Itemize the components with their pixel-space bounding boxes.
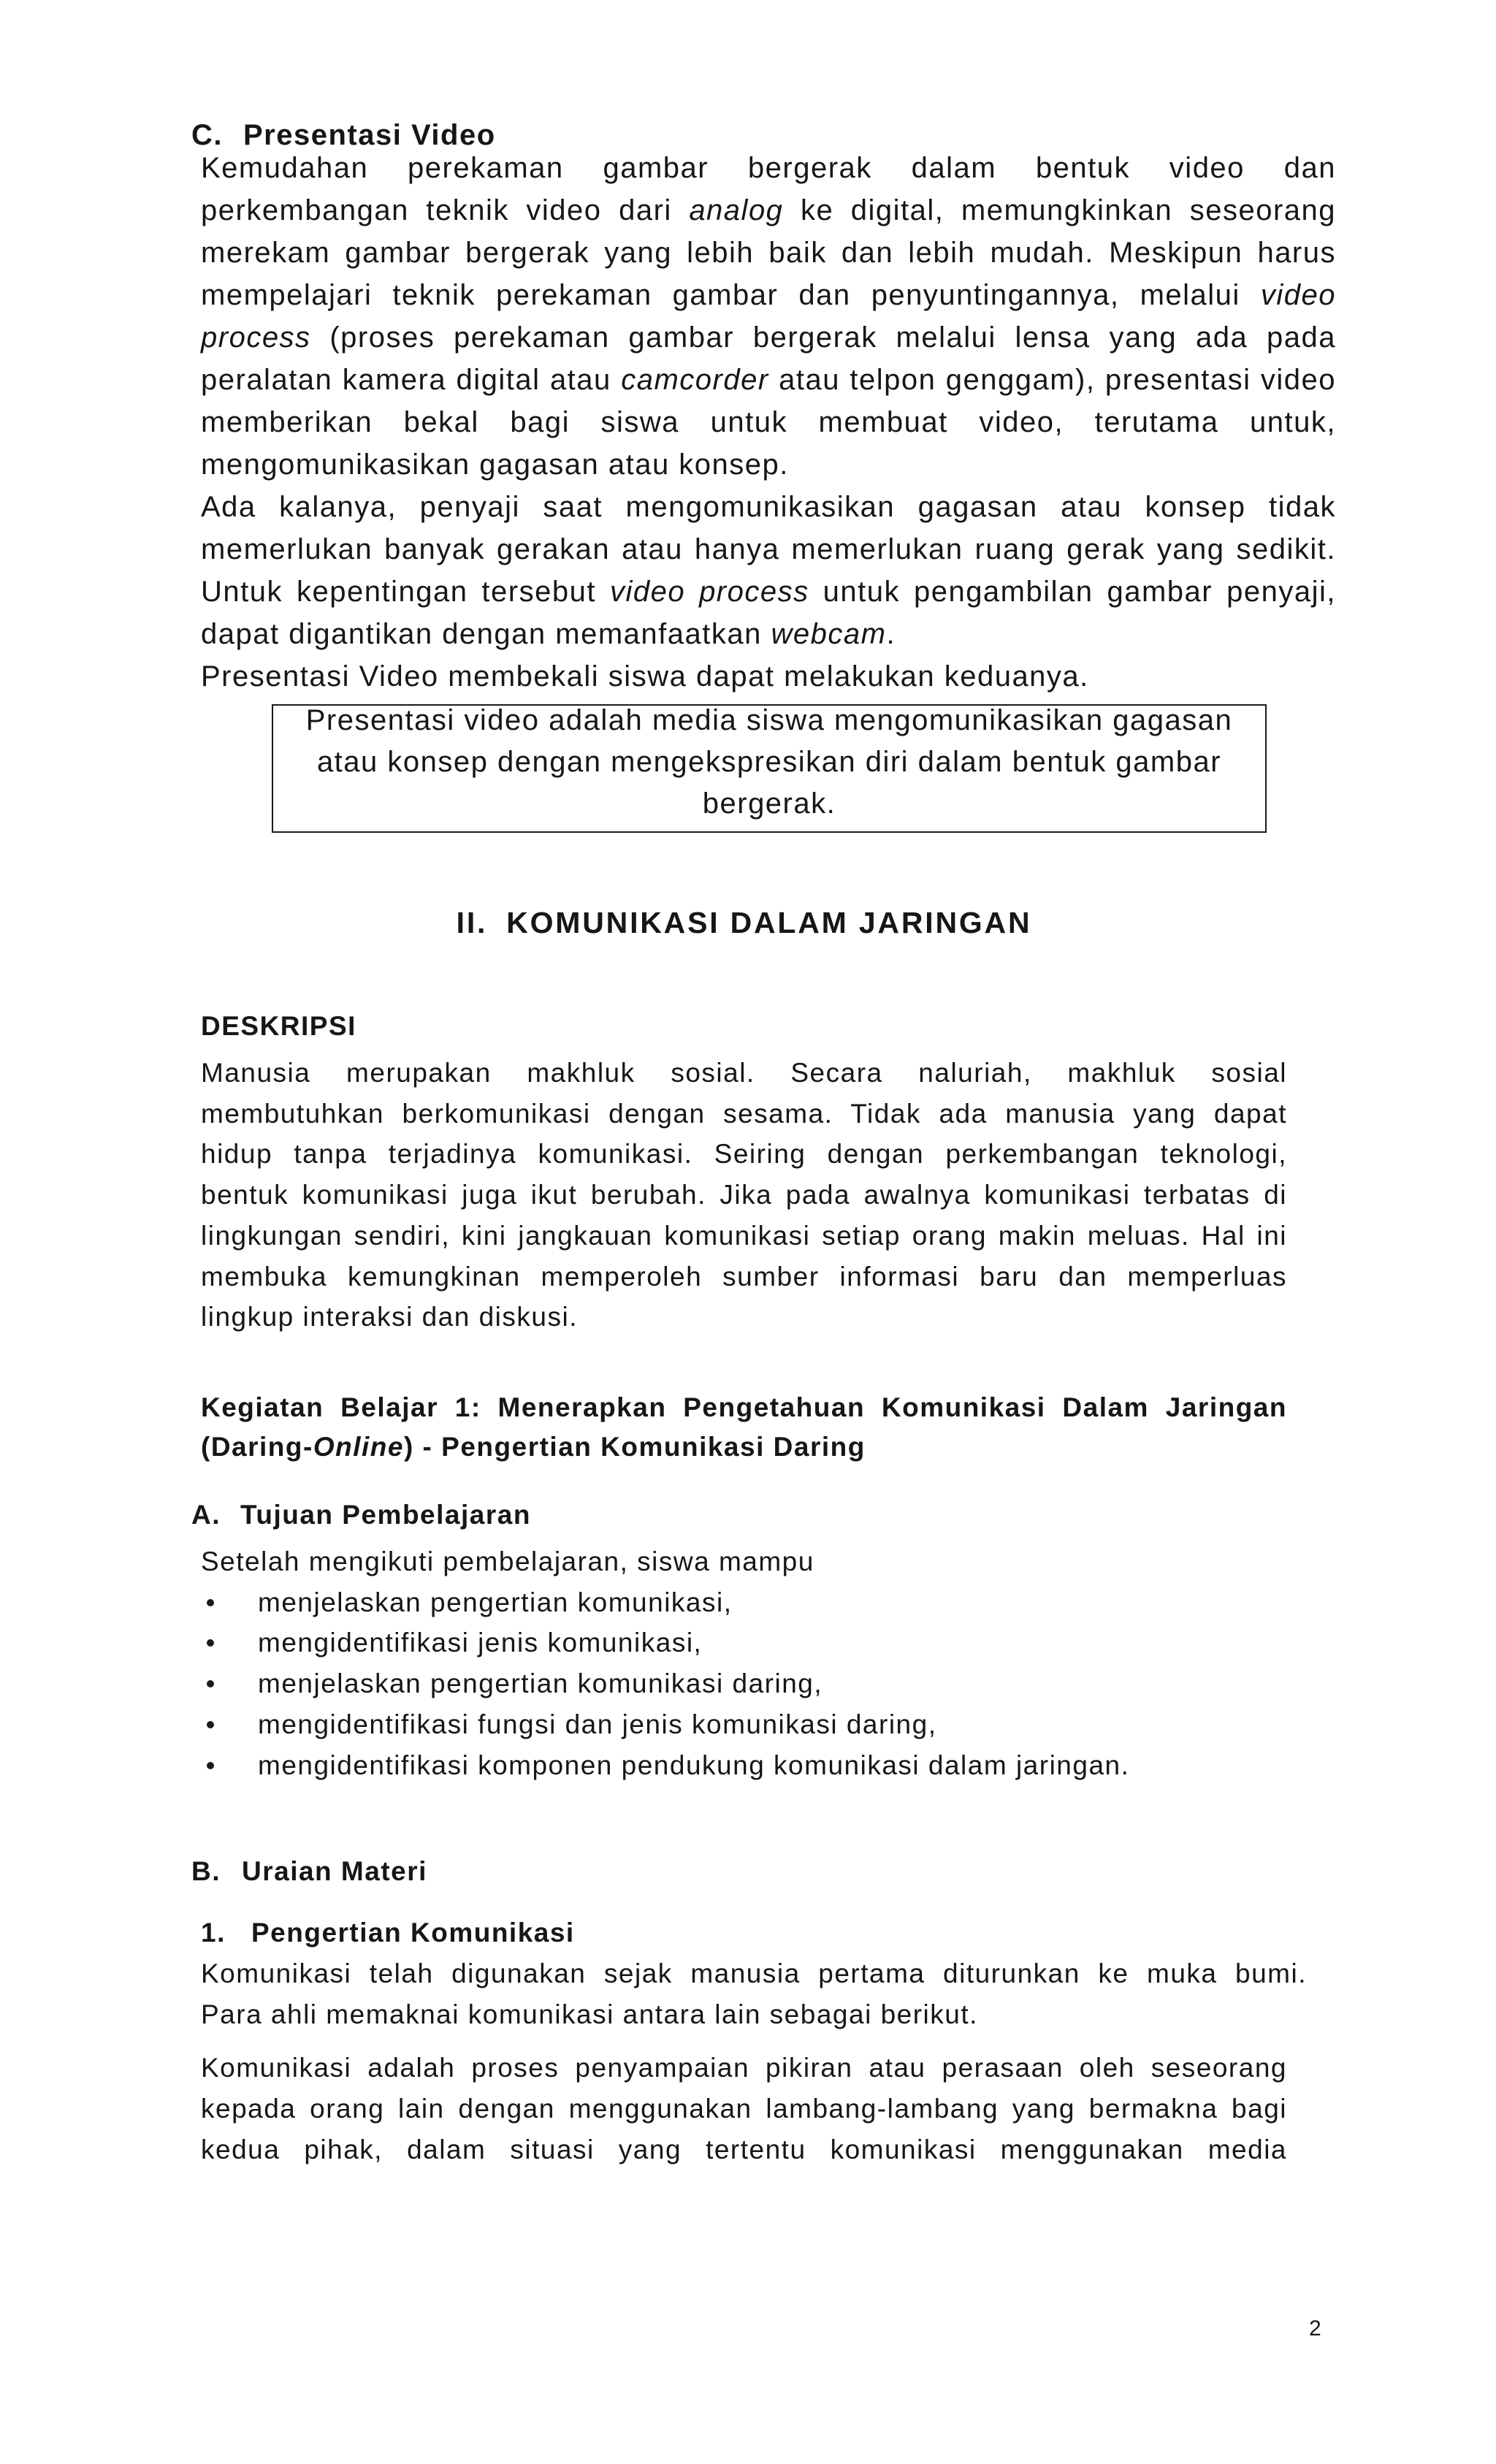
material-paragraph [201, 2048, 1287, 2170]
list-item [201, 1622, 1287, 1663]
paragraph-line [201, 189, 1336, 232]
paragraph-line: lingkungan sendiri, kini jangkauan komunikasi setiap orang makin meluas. Hal ini [201, 1220, 1287, 1251]
paragraph-line [201, 571, 1336, 613]
paragraph-line: Ada kalanya, penyaji saat mengomunikasikan gagasan atau konsep tidak [201, 491, 1336, 523]
paragraph-line: Komunikasi adalah proses penyampaian pikiran atau perasaan oleh seseorang [201, 2053, 1287, 2083]
objectives-list [201, 1541, 1287, 1785]
section-title: Uraian Materi [242, 1856, 427, 1886]
text-segment: atau telpon genggam), presentasi video [768, 364, 1336, 396]
paragraph-line [201, 316, 1336, 359]
list-item [201, 1704, 1287, 1745]
activity-title-line [201, 1427, 1287, 1467]
italic-term: camcorder [621, 364, 769, 396]
description-heading: DESKRIPSI [201, 1011, 356, 1041]
paragraph-line: mengomunikasikan gagasan atau konsep. [201, 449, 789, 481]
italic-term: analog [689, 194, 784, 226]
text-segment: perkembangan teknik video dari [201, 194, 690, 226]
chapter-label: II. [456, 906, 488, 939]
paragraph-line [201, 613, 1336, 655]
paragraph-line: lingkup interaksi dan diskusi. [201, 1302, 578, 1332]
list-item-text: mengidentifikasi fungsi dan jenis komunikasi daring, [258, 1709, 937, 1739]
activity-title-line: Kegiatan Belajar 1: Menerapkan Pengetahuan Komunikasi Dalam Jaringan [201, 1392, 1287, 1422]
objectives-intro: Setelah mengikuti pembelajaran, siswa mampu [201, 1546, 814, 1576]
text-segment: peralatan kamera digital atau [201, 364, 622, 396]
paragraph-line: hidup tanpa terjadinya komunikasi. Seiring dengan perkembangan teknologi, [201, 1139, 1287, 1170]
paragraph-line: Manusia merupakan makhluk sosial. Secara naluriah, makhluk sosial [201, 1058, 1287, 1088]
page-number: 2 [1309, 2316, 1321, 2341]
section-label: B. [191, 1856, 221, 1886]
paragraph-line: kedua pihak, dalam situasi yang tertentu komunikasi menggunakan media [201, 2135, 1287, 2164]
section-title: Tujuan Pembelajaran [240, 1500, 531, 1530]
italic-term: process [201, 321, 311, 354]
paragraph-line: Komunikasi telah digunakan sejak manusia pertama diturunkan ke muka bumi. [201, 1958, 1307, 1988]
description-paragraph [201, 1053, 1287, 1338]
subsection-heading [201, 1912, 575, 1953]
text-segment: . [886, 618, 896, 650]
section-c-body [201, 147, 1336, 698]
activity-title [201, 1388, 1287, 1467]
italic-term: video process [609, 576, 809, 608]
italic-term: Online [313, 1432, 404, 1462]
chapter-heading [201, 901, 1287, 944]
text-segment: mempelajari teknik perekaman gambar dan penyuntingannya, melalui [201, 279, 1261, 311]
list-item-text: menjelaskan pengertian komunikasi, [258, 1587, 733, 1617]
subsection-title: Pengertian Komunikasi [251, 1918, 575, 1948]
paragraph-line: Presentasi Video membekali siswa dapat melakukan keduanya. [201, 660, 1089, 693]
text-segment: (Daring- [201, 1432, 313, 1462]
paragraph-line: Kemudahan perekaman gambar bergerak dalam bentuk video dan [201, 152, 1336, 184]
material-heading [191, 1851, 427, 1892]
list-item-text: mengidentifikasi jenis komunikasi, [258, 1628, 703, 1658]
text-segment: dapat digantikan dengan memanfaatkan [201, 618, 771, 650]
list-item [201, 1663, 1287, 1704]
bullet-icon [207, 1680, 214, 1687]
callout-text [273, 700, 1265, 825]
text-segment: Untuk kepentingan tersebut [201, 576, 610, 608]
paragraph-line: Para ahli memaknai komunikasi antara lain sebagai berikut. [201, 1999, 978, 2029]
italic-term: webcam [771, 618, 887, 650]
text-segment: untuk pengambilan gambar penyaji, [809, 576, 1336, 608]
list-item [201, 1745, 1287, 1786]
paragraph-line [201, 359, 1336, 401]
paragraph-line [201, 274, 1336, 316]
section-title: Presentasi Video [243, 119, 496, 151]
text-segment: (proses perekaman gambar bergerak melalui lensa yang ada pada [310, 321, 1336, 354]
italic-term: video [1260, 279, 1336, 311]
paragraph-line: memerlukan banyak gerakan atau hanya memerlukan ruang gerak yang sedikit. [201, 533, 1336, 565]
list-item [201, 1582, 1287, 1623]
bullet-icon [207, 1639, 214, 1647]
paragraph-line: bentuk komunikasi juga ikut berubah. Jika pada awalnya komunikasi terbatas di [201, 1180, 1287, 1210]
paragraph-line: membutuhkan berkomunikasi dengan sesama. Tidak ada manusia yang dapat [201, 1098, 1287, 1129]
list-item-text: mengidentifikasi komponen pendukung komunikasi dalam jaringan. [258, 1750, 1130, 1780]
callout-line: Presentasi video adalah media siswa mengomunikasikan gagasan [305, 704, 1233, 736]
subsection-label: 1. [201, 1918, 226, 1948]
bullet-icon [207, 1721, 214, 1728]
callout-line: atau konsep dengan mengekspresikan diri dalam bentuk gambar [316, 746, 1222, 778]
callout-box [272, 704, 1267, 833]
paragraph-line: merekam gambar bergerak yang lebih baik dan lebih mudah. Meskipun harus [201, 237, 1336, 269]
paragraph-line: kepada orang lain dengan menggunakan lambang-lambang yang bermakna bagi [201, 2094, 1287, 2124]
objectives-heading [191, 1495, 531, 1536]
section-label: C. [191, 119, 223, 151]
section-label: A. [191, 1500, 221, 1530]
material-paragraph [201, 1953, 1307, 2035]
paragraph-line: membuka kemungkinan memperoleh sumber informasi baru dan memperluas [201, 1261, 1287, 1292]
callout-line: bergerak. [702, 787, 836, 820]
paragraph-line: memberikan bekal bagi siswa untuk membuat video, terutama untuk, [201, 406, 1336, 438]
bullet-icon [207, 1762, 214, 1769]
list-item-text: menjelaskan pengertian komunikasi daring, [258, 1668, 823, 1699]
text-segment: ) - Pengertian Komunikasi Daring [403, 1432, 866, 1462]
text-segment: ke digital, memungkinkan seseorang [783, 194, 1336, 226]
bullet-icon [207, 1599, 214, 1606]
chapter-title: KOMUNIKASI DALAM JARINGAN [506, 906, 1032, 939]
